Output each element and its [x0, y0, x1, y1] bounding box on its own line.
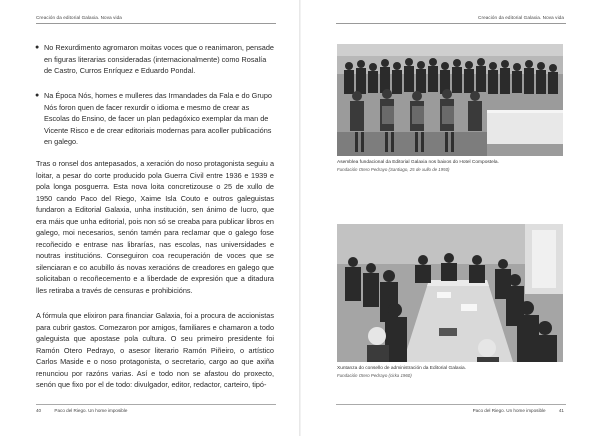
photo-board-meeting — [337, 224, 563, 362]
page-number-right: 41 — [558, 408, 564, 413]
bullet-text: No Rexurdimento agromaron moitas voces que o reanimaron, pensade en figuras literarias consideradas (internacionalmente) como Rosalía de Castro, Curros Enríquez e Eduardo Pondal. — [44, 43, 274, 75]
footer-title-left: Paco del Riego. Un home imposible — [54, 408, 128, 413]
page-number-left: 40 — [36, 408, 42, 413]
footer-right — [473, 408, 564, 413]
bullet-text: Na Época Nós, homes e mulleres das Irmandades da Fala e do Grupo Nós foron quen de facer rexurdir o idioma e mesmo de crear as Escolas do Ensino, de facer un plan pedagóxico exemplar da man de Vicente Risco e de crear editoriais modernas para acoller publicacións en galego. — [44, 91, 272, 146]
running-head-right: Creación da editorial Galaxia. Nova vida — [478, 15, 564, 20]
caption-credit: Fundación Otero Pedrayo (Santiago, 25 de xullo de 1950) — [337, 166, 450, 172]
bullet-icon: ● — [35, 44, 40, 51]
header-rule-left — [36, 23, 276, 24]
caption-title: Xuntanza do consello de administración da Editorial Galaxia. — [337, 366, 467, 371]
bullet-icon: ● — [35, 92, 40, 99]
body-paragraph: Tras o ronsel dos antepasados, a xeración do noso protagonista seguiu a loitar, a pesar do corte producido pola Guerra Civil entre 1936 e 1939 e pola longa posguerra. Esta nova loita concretizouse o 25 de xullo de 1950 cando Paco del Riego, Xaime Isla Couto e outros galeguistas fundaron a Editorial Galaxia, unha institución, sen ánimo de lucro, que era máis que unha editorial, pois non só se creaba para publicar libros en galego, moi necesarios, senón tamén para reclamar que o galego fose recoñecido e entrase nas librarías, nas escolas, nas universidades e noutras institucións. Conseguiron coa recuperación de voces que se silenciaran e co acubillo ás novas xeracións de creadores en galego que solicitaban o recoñecemento e a liberdade de expresión que a ditadura lles retiraba a través de censuras e prohibicións. — [36, 159, 274, 295]
bullet-item — [35, 90, 274, 148]
gutter — [299, 0, 301, 436]
body-paragraph: A fórmula que elixiron para financiar Galaxia, foi a procura de accionistas para cubrir gastos. Comezaron por amigos, familiares e chamaron a todo galeguista que apostase pola cultura. O seu primeiro presidente foi Ramón Otero Pedrayo, o asesor literario Ramón Piñeiro, o artístico Carlos Maside e o noso protagonista, o secretario, cargo ao que axiña renunciou por razóns varias. Así e todo non se afastou do proxecto, senón que fixo por el de todo: divulgador, editor, redactor, carteiro, tipó- — [36, 311, 274, 389]
caption-credit: Fundación Otero Pedrayo (cirka 1960) — [337, 372, 412, 378]
photo-caption — [337, 366, 563, 380]
bullet-item — [35, 42, 274, 77]
photo-caption — [337, 160, 563, 174]
photo-founding-assembly — [337, 44, 563, 156]
header-rule-right — [336, 23, 566, 24]
caption-title: Asemblea fundacional da Editorial Galaxia nos baixos do Hotel Compostela. — [337, 160, 499, 165]
footer-left — [36, 408, 127, 413]
footer-rule-left — [36, 404, 276, 405]
footer-title-right: Paco del Riego. Un home imposible — [472, 408, 546, 413]
footer-rule-right — [336, 404, 566, 405]
running-head-left: Creación da editorial Galaxia. Nova vida — [36, 15, 122, 20]
